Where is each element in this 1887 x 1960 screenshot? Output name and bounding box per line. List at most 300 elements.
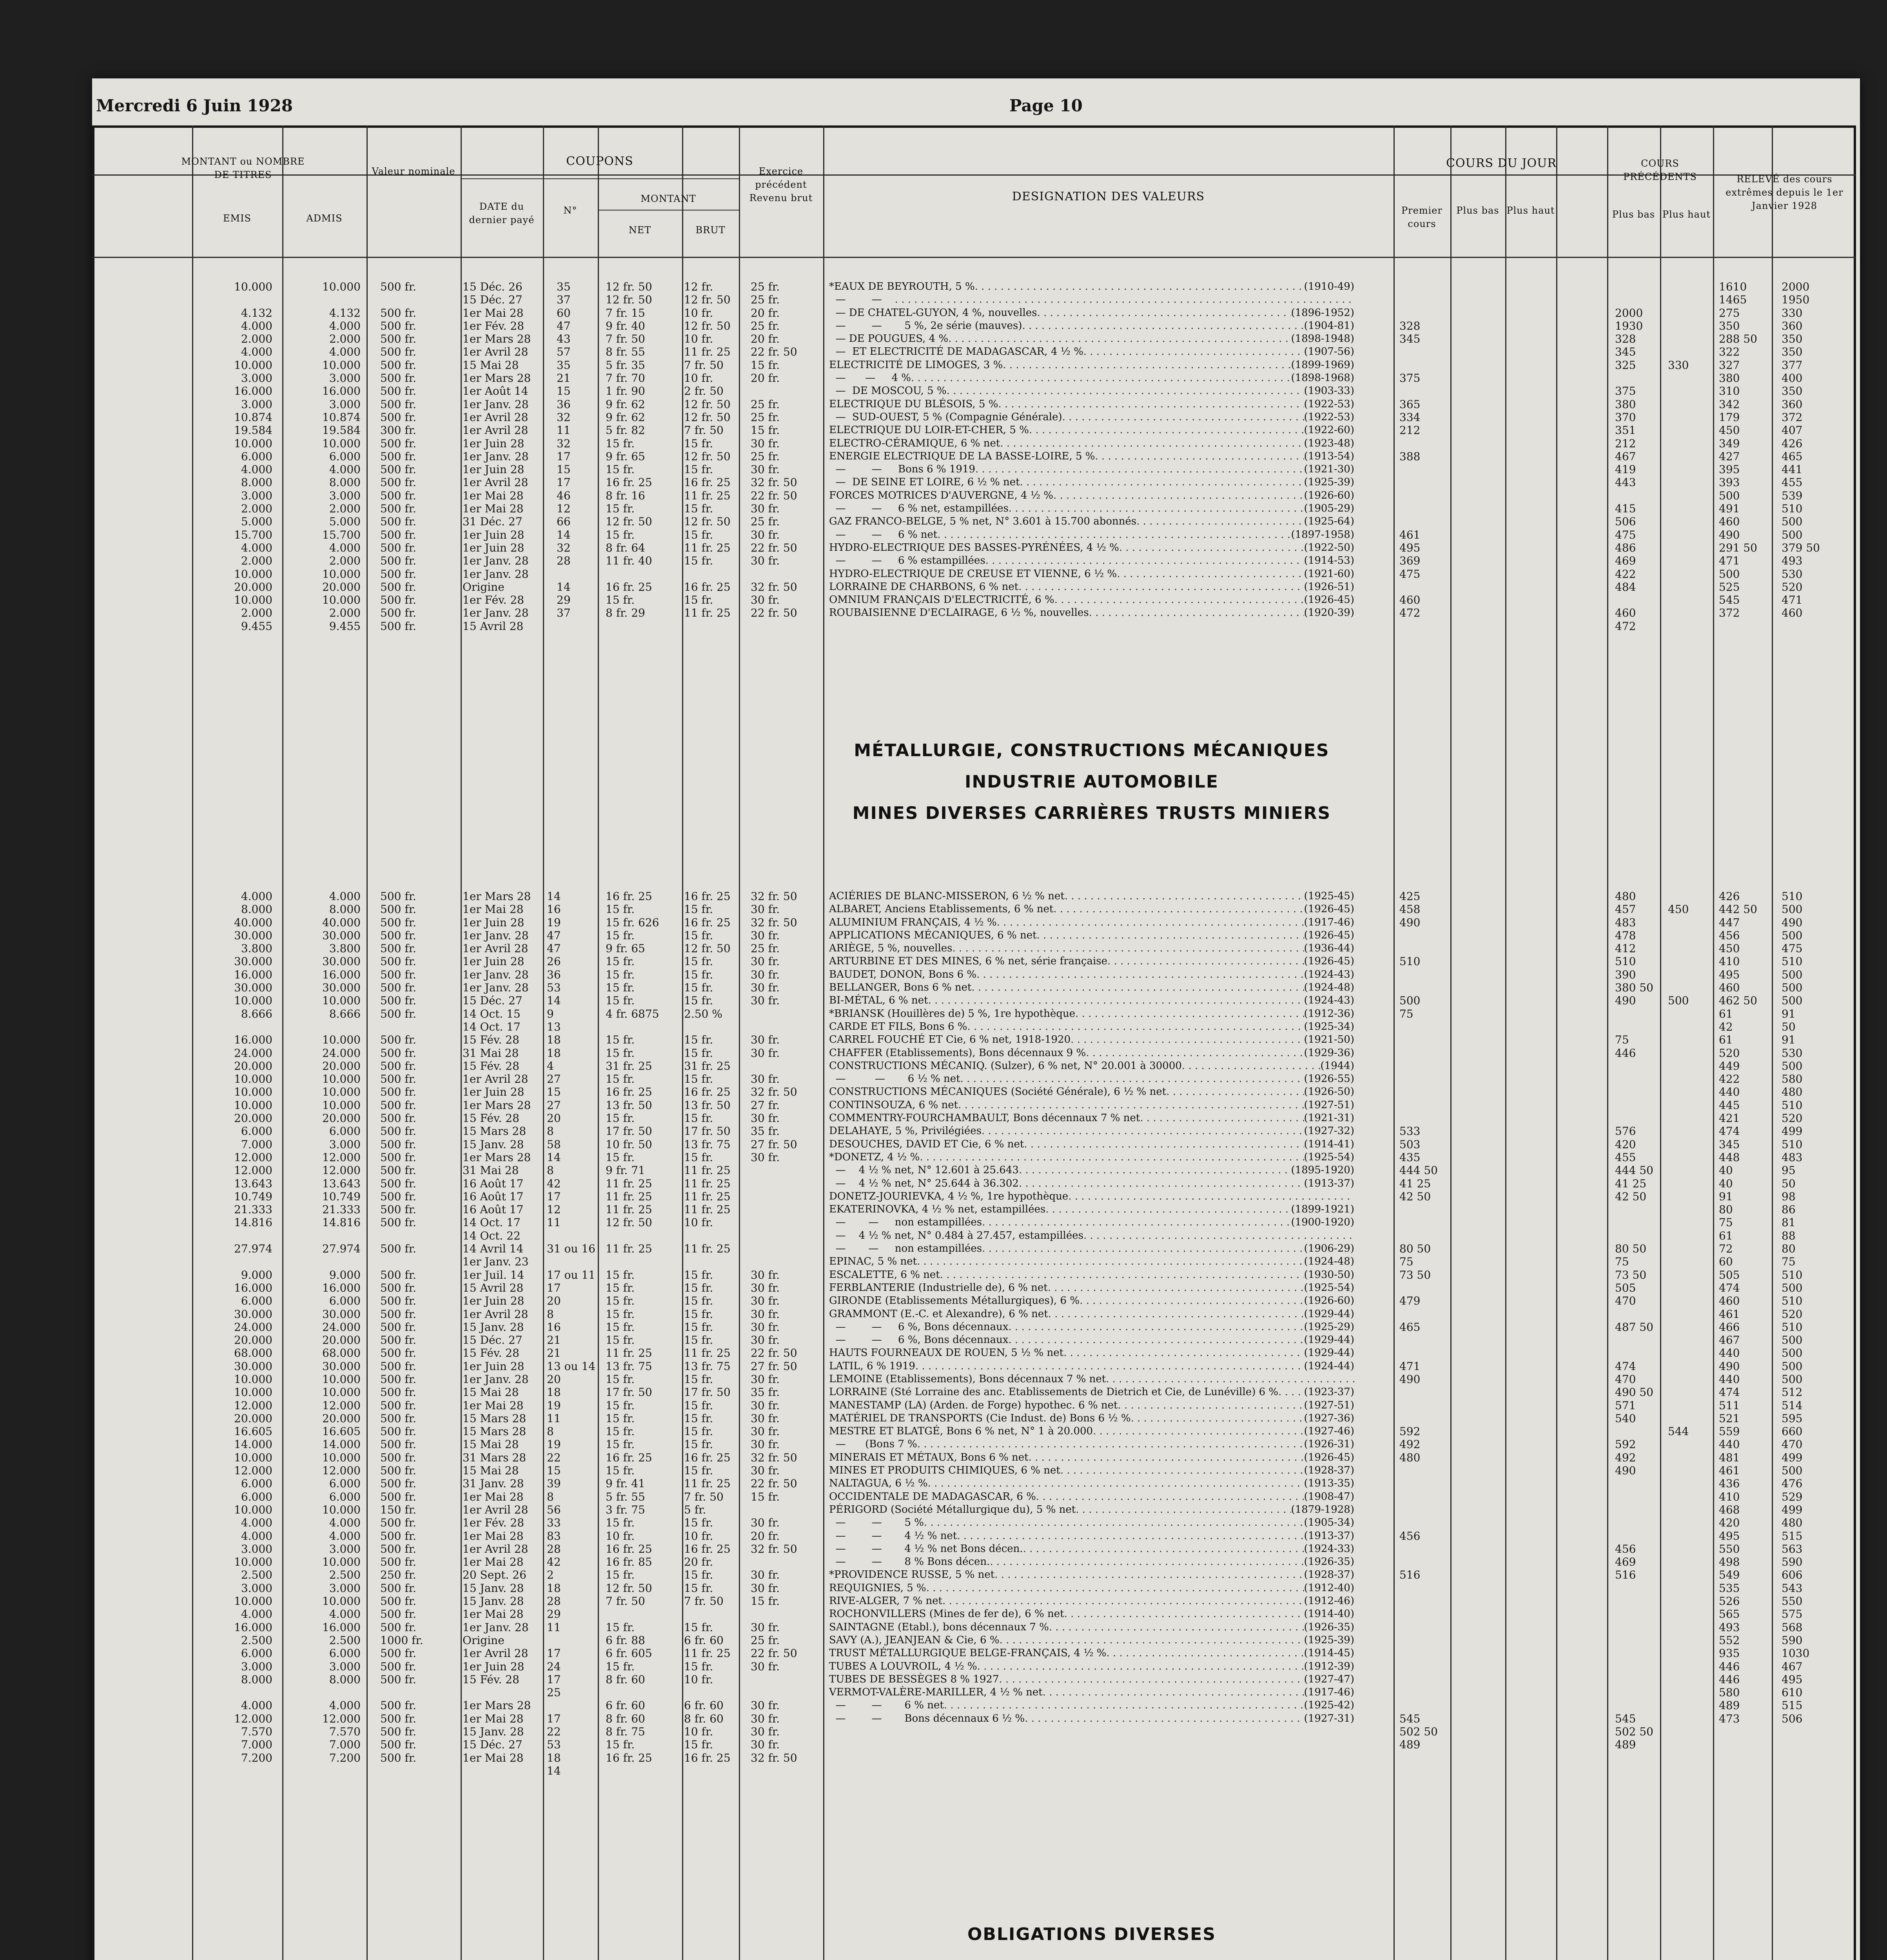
security-years: (1925-42) <box>1304 1699 1354 1711</box>
security-years: (1903-33) <box>1304 385 1354 397</box>
security-name: HYDRO-ELECTRIQUE DES BASSES-PYRÉNÉES, 4 ½ % <box>829 541 1119 554</box>
block2-prec-haut: 450 500 544 <box>1668 903 1689 1438</box>
block1-premier: 328 345 375 365 334 212 388 461 495 369 475 460 472 <box>1399 319 1421 620</box>
security-name: — DE MOSCOU, 5 % <box>829 385 947 397</box>
security-name: RIVE-ALGER, 7 % net <box>829 1595 943 1607</box>
header-cours-precedents: COURS PRÉCÉDENTS <box>1623 158 1697 182</box>
security-years: (1922-50) <box>1304 541 1354 554</box>
leader-dots <box>1075 1007 1304 1020</box>
leader-dots <box>1029 424 1304 437</box>
security-years: (1913-35) <box>1304 1477 1354 1490</box>
security-name: LORRAINE (Sté Lorraine des anc. Etablissements de Dietrich et Cie, de Lunéville) 6 % <box>829 1386 1279 1398</box>
leader-dots <box>1048 1281 1304 1294</box>
security-years: (1912-36) <box>1304 1007 1354 1020</box>
security-years: (1904-81) <box>1304 319 1354 332</box>
header-rule <box>92 174 1856 176</box>
designation-row <box>829 981 1354 994</box>
block1-emis: 10.000 4.132 4.000 2.000 4.000 10.000 3.000 16.000 3.000 10.874 19.584 10.000 6.000 4.000 8.000 3.000 2.000 5.000 15.700 4.000 2.000 10.000 20.000 10.000 2.000 9.455 <box>234 280 272 633</box>
security-name: — — <box>829 294 895 306</box>
security-years: (1928-37) <box>1304 1569 1354 1581</box>
leader-dots <box>947 385 1304 397</box>
leader-dots <box>1019 1177 1304 1190</box>
leader-dots <box>911 372 1291 385</box>
designation-row <box>829 1555 1354 1568</box>
block1-net: 12 fr. 50 12 fr. 50 7 fr. 15 9 fr. 40 7 fr. 50 8 fr. 55 5 fr. 35 7 fr. 70 1 fr. 90 9 fr. 62 9 fr. 62 5 fr. 82 15 fr. 9 fr. 65 15 fr. 16 fr. 25 8 fr. 16 15 fr. 12 fr. 50 15 fr. 8 fr. 64 11 fr. 40 16 fr. 25 15 fr. 8 fr. 29 <box>606 280 652 620</box>
designation-row <box>829 955 1354 968</box>
leader-dots <box>1024 1138 1304 1151</box>
designation-row <box>829 1321 1354 1334</box>
security-name: CARREL FOUCHÉ ET Cie, 6 % net, 1918-1920 <box>829 1034 1071 1046</box>
leader-dots <box>1068 1190 1354 1203</box>
col-divider <box>461 125 462 1960</box>
security-years: (1905-34) <box>1304 1517 1354 1529</box>
leader-dots <box>1037 929 1304 942</box>
security-name: MINERAIS ET MÉTAUX, Bons 6 % net <box>829 1451 1029 1463</box>
leader-dots <box>977 1660 1304 1673</box>
security-years: (1925-29) <box>1304 1321 1354 1333</box>
col-divider <box>543 125 544 1960</box>
security-name: ELECTRICITÉ DE LIMOGES, 3 % <box>829 359 1003 371</box>
leader-dots <box>1049 1621 1304 1634</box>
security-name: LATIL, 6 % 1919 <box>829 1360 915 1372</box>
security-name: ARIÈGE, 5 %, nouvelles <box>829 942 953 955</box>
security-name: *BRIANSK (Houillères de) 5 %, 1re hypothèque <box>829 1007 1076 1020</box>
security-name: — (Bons 7 % <box>829 1438 917 1450</box>
leader-dots <box>985 554 1304 567</box>
block1-date: 15 Déc. 26 15 Déc. 27 1er Mai 28 1er Fév. 28 1er Mars 28 1er Avril 28 15 Mai 28 1er Mars 28 1er Août 14 1er Janv. 28 1er Avril 28 1er Avril 28 1er Juin 28 1er Janv. 28 1er Juin 28 1er Avril 28 1er Mai 28 1er Mai 28 31 Déc. 27 1er Juin 28 1er Juin 28 1er Janv. 28 1er Janv. 28 Origine 1er Fév. 28 1er Janv. 28 15 Avril 28 <box>463 280 531 633</box>
designation-row <box>829 1686 1354 1699</box>
designation-row <box>829 994 1354 1007</box>
leader-dots <box>942 1595 1304 1608</box>
security-years: (1922-60) <box>1304 424 1354 436</box>
security-name: OCCIDENTALE DE MADAGASCAR, 6 % <box>829 1490 1036 1503</box>
security-name: *DONETZ, 4 ½ % <box>829 1151 920 1163</box>
designation-row <box>829 372 1354 385</box>
designation-row <box>829 1530 1354 1543</box>
security-name: — — 6 % net, estampillées <box>829 503 1009 515</box>
block1-valeur: 500 fr. 500 fr. 500 fr. 500 fr. 500 fr. 500 fr. 500 fr. 500 fr. 500 fr. 500 fr. 300 fr. 500 fr. 500 fr. 500 fr. 500 fr. 500 fr. 500 fr. 500 fr. 500 fr. 500 fr. 500 fr. 500 fr. 500 fr. 500 fr. 500 fr. 500 fr. <box>380 280 416 633</box>
security-name: ELECTRIQUE DU LOIR-ET-CHER, 5 % <box>829 424 1029 436</box>
security-years: (1944) <box>1320 1060 1354 1072</box>
security-name: LEMOINE (Etablissements), Bons décennaux 7 % net <box>829 1373 1106 1385</box>
block2-admis: 4.000 8.000 40.000 30.000 3.800 30.000 16.000 30.000 10.000 8.666 10.000 24.000 20.000 10.000 10.000 10.000 20.000 6.000 3.000 12.000 12.000 13.643 10.749 21.333 14.816 27.974 9.000 16.000 6.000 30.000 24.000 20.000 68.000 30.000 10.000 10.000 12.000 20.000 16.605 14.000 10.000 12.000 6.000 6.000 10.000 4.000 4.000 3.000 10.000 2.500 3.000 10.000 4.000 16.000 2.500 6.000 3.000 8.000 4.000 12.000 7.570 7.000 7.200 <box>322 890 361 1764</box>
security-years: (1925-64) <box>1304 515 1354 528</box>
header-plus-bas: Plus bas <box>1456 205 1499 216</box>
security-years: (1924-43) <box>1304 968 1354 980</box>
leader-dots <box>958 1099 1304 1112</box>
leader-dots <box>1009 1334 1304 1347</box>
issue-date: Mercredi 6 Juin 1928 <box>96 96 293 115</box>
leader-dots <box>940 1269 1304 1281</box>
leader-dots <box>999 1673 1304 1686</box>
leader-dots <box>998 398 1304 411</box>
leader-dots <box>1089 606 1304 619</box>
security-years: (1905-29) <box>1304 503 1354 515</box>
header-designation: DESIGNATION DES VALEURS <box>1012 190 1205 203</box>
designation-row <box>829 903 1354 916</box>
designation-row <box>829 1203 1354 1216</box>
security-name: — — 4 % <box>829 372 911 384</box>
leader-dots <box>1107 955 1304 968</box>
security-years: (1926-55) <box>1304 1073 1354 1085</box>
security-years: (1925-39) <box>1304 1634 1354 1646</box>
leader-dots <box>982 1242 1304 1255</box>
security-years: (1921-50) <box>1304 1034 1354 1046</box>
header-emis: EMIS <box>223 213 251 224</box>
security-name: — — 4 ½ % net Bons décen. <box>829 1543 1023 1555</box>
security-name: ALUMINIUM FRANÇAIS, 4 ½ % <box>829 916 997 928</box>
leader-dots <box>997 916 1304 929</box>
block1-no: 35 37 60 47 43 57 35 21 15 36 32 11 32 17 15 17 46 12 66 14 32 28 14 29 37 <box>557 280 571 620</box>
designation-row <box>829 489 1354 502</box>
security-years: (1926-60) <box>1304 489 1354 501</box>
designation-row <box>829 1490 1354 1503</box>
security-years: (1926-31) <box>1304 1438 1354 1450</box>
leader-dots <box>1093 1425 1304 1438</box>
leader-dots <box>944 1699 1304 1712</box>
designation-row <box>829 1085 1354 1098</box>
security-name: SAINTAGNE (Etabl.), bons décennaux 7 % <box>829 1621 1049 1633</box>
col-divider <box>1393 125 1395 1960</box>
security-years: (1929-44) <box>1304 1334 1354 1346</box>
leader-dots <box>928 1477 1304 1490</box>
security-name: MINES ET PRODUITS CHIMIQUES, 6 % net <box>829 1465 1060 1477</box>
col-divider <box>1556 125 1557 1960</box>
leader-dots <box>1083 1229 1354 1242</box>
security-name: GRAMMONT (E.-C. et Alexandre), 6 % net <box>829 1308 1048 1320</box>
header-rule <box>461 178 739 179</box>
leader-dots <box>1131 1412 1304 1425</box>
leader-dots <box>1107 1647 1304 1660</box>
designation-row <box>829 1595 1354 1608</box>
security-years: (1906-29) <box>1304 1243 1354 1255</box>
leader-dots <box>982 1125 1304 1138</box>
designation-row <box>829 280 1354 293</box>
security-name: FERBLANTERIE (Industrielle de), 6 % net <box>829 1281 1048 1294</box>
designation-row <box>829 968 1354 981</box>
security-years: (1926-45) <box>1304 594 1354 606</box>
designation-row <box>829 1281 1354 1294</box>
leader-dots <box>1136 515 1304 528</box>
leader-dots <box>1019 1164 1291 1177</box>
leader-dots <box>994 1568 1304 1581</box>
designation-row <box>829 293 1354 306</box>
security-years: (1925-34) <box>1304 1020 1354 1033</box>
block2-date: 1er Mars 28 1er Mai 28 1er Juin 28 1er Janv. 28 1er Avril 28 1er Juin 28 1er Janv. 28 1er Janv. 28 15 Déc. 27 14 Oct. 15 14 Oct. 17 15 Fév. 28 31 Mai 28 15 Fév. 28 1er Avril 28 1er Juin 28 1er Mars 28 15 Fév. 28 15 Mars 28 15 Janv. 28 1er Mars 28 31 Mai 28 16 Août 17 16 Août 17 16 Août 17 14 Oct. 17 14 Oct. 22 14 Avril 14 1er Janv. 23 1er Juil. 14 15 Avril 28 1er Juin 28 1er Avril 28 15 Janv. 28 15 Déc. 27 15 Fév. 28 1er Juin 28 1er Janv. 28 15 Mai 28 1er Mai 28 15 Mars 28 15 Mars 28 15 Mai 28 31 Mars 28 15 Mai 28 31 Janv. 28 1er Mai 28 1er Avril 28 1er Fév. 28 1er Mai 28 1er Avril 28 1er Mai 28 20 Sept. 26 15 Janv. 28 15 Janv. 28 1er Mai 28 1er Janv. 28 Origine 1er Avril 28 1er Juin 28 15 Fév. 28 1er Mars 28 1er Mai 28 15 Janv. 28 15 Déc. 27 1er Mai 28 <box>463 890 531 1764</box>
block1-prec-bas: 2000 1930 328 345 325 375 380 370 351 212 467 419 443 415 506 475 486 469 422 484 460 472 <box>1615 306 1643 633</box>
security-name: BI-MÉTAL, 6 % net <box>829 995 928 1007</box>
col-divider <box>192 125 193 1960</box>
leader-dots <box>1117 568 1304 581</box>
security-name: ROCHONVILLERS (Mines de fer de), 6 % net <box>829 1608 1064 1620</box>
security-name: MESTRE ET BLATGÉ, Bons 6 % net, N° 1 à 20.000 <box>829 1425 1093 1437</box>
leader-dots <box>1064 1608 1304 1621</box>
leader-dots <box>924 1516 1304 1529</box>
security-years: (1925-39) <box>1304 476 1354 488</box>
designation-row <box>829 1503 1354 1516</box>
security-name: BAUDET, DONON, Bons 6 % <box>829 968 977 980</box>
leader-dots <box>967 1020 1304 1033</box>
designation-row <box>829 1138 1354 1151</box>
designation-row <box>829 515 1354 528</box>
designation-row <box>829 476 1354 489</box>
leader-dots <box>1071 1033 1304 1046</box>
security-years: (1913-54) <box>1304 450 1354 462</box>
block1-brut: 12 fr. 12 fr. 50 10 fr. 12 fr. 50 10 fr. 11 fr. 25 7 fr. 50 10 fr. 2 fr. 50 12 fr. 50 12 fr. 50 7 fr. 50 15 fr. 12 fr. 50 15 fr. 16 fr. 25 11 fr. 25 15 fr. 12 fr. 50 15 fr. 11 fr. 25 15 fr. 16 fr. 25 15 fr. 11 fr. 25 <box>684 280 731 620</box>
security-years: (1926-35) <box>1304 1556 1354 1568</box>
security-years: (1923-48) <box>1304 437 1354 449</box>
leader-dots <box>960 1073 1304 1085</box>
security-years: (1924-48) <box>1304 1256 1354 1268</box>
security-years: (1912-46) <box>1304 1595 1354 1607</box>
leader-dots <box>1023 1543 1304 1555</box>
block2-net: 16 fr. 25 15 fr. 15 fr. 626 15 fr. 9 fr. 65 15 fr. 15 fr. 15 fr. 15 fr. 4 fr. 6875 15 fr. 15 fr. 31 fr. 25 15 fr. 16 fr. 25 13 fr. 50 15 fr. 17 fr. 50 10 fr. 50 15 fr. 9 fr. 71 11 fr. 25 11 fr. 25 11 fr. 25 12 fr. 50 11 fr. 25 15 fr. 15 fr. 15 fr. 15 fr. 15 fr. 15 fr. 11 fr. 25 13 fr. 75 15 fr. 17 fr. 50 15 fr. 15 fr. 15 fr. 15 fr. 16 fr. 25 15 fr. 9 fr. 41 5 fr. 55 3 fr. 75 15 fr. 10 fr. 16 fr. 25 16 fr. 85 15 fr. 12 fr. 50 7 fr. 50 15 fr. 6 fr. 88 6 fr. 605 15 fr. 8 fr. 60 6 fr. 60 8 fr. 60 8 fr. 75 15 fr. 16 fr. 25 <box>606 890 659 1764</box>
designation-row <box>829 1269 1354 1281</box>
designation-row <box>829 502 1354 515</box>
security-years: (1898-1948) <box>1291 333 1354 345</box>
header-rule <box>598 210 739 211</box>
security-years: (1897-1958) <box>1291 528 1354 541</box>
leader-dots <box>1053 489 1304 502</box>
security-name: — DE SEINE ET LOIRE, 6 ½ % net <box>829 476 1020 488</box>
leader-dots <box>915 1360 1304 1373</box>
header-admis: ADMIS <box>306 213 343 224</box>
security-years: (1927-46) <box>1304 1425 1354 1437</box>
security-years: (1895-1920) <box>1291 1164 1354 1176</box>
section-automobile: INDUSTRIE AUTOMOBILE <box>965 772 1219 792</box>
security-name: ACIÉRIES DE BLANC-MISSERON, 6 ½ % net <box>829 890 1065 902</box>
block1-prec-haut: 330 <box>1668 358 1689 372</box>
security-years: (1926-45) <box>1304 903 1354 915</box>
security-years: (1914-41) <box>1304 1138 1354 1150</box>
leader-dots <box>1095 450 1304 463</box>
leader-dots <box>1009 1321 1304 1334</box>
leader-dots <box>1029 1451 1304 1464</box>
leader-dots <box>1182 1060 1321 1073</box>
security-name: — — non estampillées <box>829 1216 982 1229</box>
security-years: (1926-45) <box>1304 1451 1354 1463</box>
designation-row <box>829 1464 1354 1477</box>
security-years: (1912-40) <box>1304 1582 1354 1594</box>
col-divider <box>682 125 683 1960</box>
designation-row <box>829 1060 1354 1073</box>
security-years: (1879-1928) <box>1291 1503 1354 1515</box>
designation-row <box>829 424 1354 437</box>
security-years: (1925-45) <box>1304 890 1354 902</box>
leader-dots <box>1080 1294 1304 1307</box>
leader-dots <box>1119 541 1304 554</box>
block2-prec-bas: 480 457 483 478 412 510 390 380 50 490 75 446 576 420 455 444 50 41 25 42 50 80 50 75 73 50 505 470 487 50 474 470 490 50 571 540 592 492 490 456 469 516 545 502 50 489 <box>1615 890 1653 1751</box>
security-name: EKATERINOVKA, 4 ½ % net, estampillées <box>829 1203 1046 1216</box>
leader-dots <box>1036 1490 1304 1503</box>
designation-row <box>829 1190 1354 1203</box>
security-years: (1913-37) <box>1304 1530 1354 1542</box>
designation-row <box>829 1660 1354 1673</box>
security-years: (1926-45) <box>1304 955 1354 967</box>
leader-dots <box>1140 1112 1304 1125</box>
leader-dots <box>1106 1373 1354 1386</box>
block1-releve-haut: 2000 1950 330 360 350 350 377 400 350 360 372 407 426 465 441 455 539 510 500 500 379 50 493 530 520 471 460 <box>1782 280 1820 620</box>
security-name: — — Bons 6 % 1919 <box>829 463 976 475</box>
security-name: — — 8 % Bons décen. <box>829 1556 990 1568</box>
designation-row <box>829 1477 1354 1490</box>
designation-row <box>829 1412 1354 1425</box>
security-name: NALTAGUA, 6 ½ % <box>829 1477 928 1490</box>
designation-row <box>829 1582 1354 1595</box>
security-years: (1914-45) <box>1304 1647 1354 1659</box>
security-name: FORCES MOTRICES D'AUVERGNE, 4 ½ % <box>829 489 1053 501</box>
designation-row <box>829 1621 1354 1634</box>
designation-row <box>829 1516 1354 1529</box>
header-brut: BRUT <box>695 225 726 236</box>
leader-dots <box>1083 345 1304 358</box>
security-years: (1927-47) <box>1304 1673 1354 1685</box>
security-years: (1924-43) <box>1304 995 1354 1007</box>
security-years: (1910-49) <box>1304 281 1354 292</box>
header-premier: Premier cours <box>1401 205 1442 229</box>
security-years: (1926-45) <box>1304 929 1354 941</box>
security-name: DONETZ-JOURIEVKA, 4 ½ %, 1re hypothèque <box>829 1190 1069 1202</box>
designation-row <box>829 345 1354 358</box>
security-name: ARTURBINE ET DES MINES, 6 % net, série française <box>829 955 1108 967</box>
col-divider <box>823 125 824 1960</box>
leader-dots <box>1037 307 1291 319</box>
security-name: — — 6 %, Bons décennaux <box>829 1334 1009 1346</box>
page-header <box>92 96 1860 127</box>
block1-exercice: 25 fr. 25 fr. 20 fr. 25 fr. 20 fr. 22 fr. 50 15 fr. 20 fr. 25 fr. 25 fr. 15 fr. 30 fr. 25 fr. 30 fr. 32 fr. 50 22 fr. 50 30 fr. 25 fr. 30 fr. 22 fr. 50 30 fr. 32 fr. 50 30 fr. 22 fr. 50 <box>751 280 797 620</box>
designation-row <box>829 1033 1354 1046</box>
leader-dots <box>917 1255 1304 1268</box>
block2-valeur: 500 fr. 500 fr. 500 fr. 500 fr. 500 fr. 500 fr. 500 fr. 500 fr. 500 fr. 500 fr. 500 fr. 500 fr. 500 fr. 500 fr. 500 fr. 500 fr. 500 fr. 500 fr. 500 fr. 500 fr. 500 fr. 500 fr. 500 fr. 500 fr. 500 fr. 500 fr. 500 fr. 500 fr. 500 fr. 500 fr. 500 fr. 500 fr. 500 fr. 500 fr. 500 fr. 500 fr. 500 fr. 500 fr. 500 fr. 500 fr. 500 fr. 500 fr. 500 fr. 500 fr. 150 fr. 500 fr. 500 fr. 500 fr. 500 fr. 250 fr. 500 fr. 500 fr. 500 fr. 500 fr. 1000 fr. 500 fr. 500 fr. 500 fr. 500 fr. 500 fr. 500 fr. 500 fr. 500 fr. <box>380 890 423 1764</box>
header-no: N° <box>563 205 577 216</box>
security-name: — DE POUGUES, 4 % <box>829 333 949 345</box>
designation-row <box>829 1451 1354 1464</box>
designation-row <box>829 1699 1354 1712</box>
security-name: APPLICATIONS MÉCANIQUES, 6 % net <box>829 929 1037 941</box>
security-name: COMMENTRY-FOURCHAMBAULT, Bons décennaux 7 % net <box>829 1112 1140 1124</box>
security-years: (1913-37) <box>1304 1177 1354 1189</box>
designation-row <box>829 1373 1354 1386</box>
security-name: — — 6 % net <box>829 1699 944 1711</box>
block2-exercice: 32 fr. 50 30 fr. 32 fr. 50 30 fr. 25 fr. 30 fr. 30 fr. 30 fr. 30 fr. 30 fr. 30 fr. 30 fr. 32 fr. 50 27 fr. 30 fr. 35 fr. 27 fr. 50 30 fr. 30 fr. 30 fr. 30 fr. 30 fr. 30 fr. 30 fr. 22 fr. 50 27 fr. 50 30 fr. 35 fr. 30 fr. 30 fr. 30 fr. 30 fr. 32 fr. 50 30 fr. 22 fr. 50 15 fr. 30 fr. 20 fr. 32 fr. 50 30 fr. 30 fr. 15 fr. 30 fr. 25 fr. 22 fr. 50 30 fr. 30 fr. 30 fr. 30 fr. 30 fr. 32 fr. 50 <box>751 890 797 1764</box>
security-name: GIRONDE (Etablissements Métallurgiques), 6 % <box>829 1295 1080 1307</box>
security-years: (1929-44) <box>1304 1347 1354 1359</box>
security-years: (1920-39) <box>1304 607 1354 619</box>
security-years: (1928-37) <box>1304 1465 1354 1477</box>
header-prec-bas: Plus bas <box>1612 209 1655 220</box>
security-name: — SUD-OUEST, 5 % (Compagnie Générale) <box>829 411 1062 423</box>
security-years: (1924-44) <box>1304 1360 1354 1372</box>
designation-row <box>829 1216 1354 1229</box>
security-name: — — 5 %, 2e série (mauves) <box>829 319 1022 332</box>
header-plus-haut: Plus haut <box>1506 205 1555 216</box>
security-years: (1921-30) <box>1304 463 1354 475</box>
security-years: (1927-32) <box>1304 1125 1354 1137</box>
security-name: CONTINSOUZA, 6 % net <box>829 1099 958 1111</box>
header-valeur: Valeur nominale <box>372 166 455 177</box>
security-name: *EAUX DE BEYROUTH, 5 % <box>829 281 975 292</box>
security-name: — DE CHATEL-GUYON, 4 %, nouvelles <box>829 307 1037 319</box>
security-name: MATÉRIEL DE TRANSPORTS (Cie Indust. de) Bons 6 ½ % <box>829 1412 1131 1424</box>
designation-row <box>829 307 1354 319</box>
header-date: DATE du dernier payé <box>469 201 535 225</box>
designation-row <box>829 1125 1354 1138</box>
security-years: (1926-60) <box>1304 1295 1354 1307</box>
designation-row <box>829 1386 1354 1399</box>
security-years: (1914-40) <box>1304 1608 1354 1620</box>
security-name: GAZ FRANCO-BELGE, 5 % net, N° 3.601 à 15.700 abonnés <box>829 515 1137 528</box>
security-years: (1925-54) <box>1304 1151 1354 1163</box>
designation-row <box>829 1229 1354 1242</box>
security-years: (1924-33) <box>1304 1543 1354 1555</box>
designation-row <box>829 593 1354 606</box>
security-name: CHAFFER (Etablissements), Bons décennaux 9 % <box>829 1047 1086 1059</box>
security-name: — — 4 ½ % net <box>829 1530 957 1542</box>
designation-row <box>829 1294 1354 1307</box>
header-rule <box>92 257 1856 258</box>
security-years: (1921-60) <box>1304 568 1354 580</box>
header-coupons: COUPONS <box>566 154 633 168</box>
security-years: (1912-39) <box>1304 1660 1354 1672</box>
section-obligations: OBLIGATIONS DIVERSES <box>967 1924 1216 1944</box>
designation-row <box>829 1308 1354 1321</box>
designation-row <box>829 1399 1354 1412</box>
security-years: (1899-1921) <box>1291 1203 1354 1216</box>
designation-row <box>829 463 1354 476</box>
block1-releve-bas: 1610 1465 275 350 288 50 322 327 380 310 342 179 450 349 427 395 393 500 491 460 490 291 50 471 500 525 545 372 <box>1719 280 1757 620</box>
designation-row <box>829 1673 1354 1686</box>
security-name: OMNIUM FRANÇAIS D'ELECTRICITÉ, 6 % <box>829 594 1054 606</box>
designation-row <box>829 1112 1354 1125</box>
security-name: TUBES A LOUVROIL, 4 ½ % <box>829 1660 977 1672</box>
security-years: (1929-44) <box>1304 1308 1354 1320</box>
security-name: CONSTRUCTIONS MÉCANIQ. (Sulzer), 6 % net, N° 20.001 à 30000 <box>829 1060 1182 1072</box>
leader-dots <box>926 1582 1304 1595</box>
designation-row <box>829 411 1354 424</box>
designation-row <box>829 1099 1354 1112</box>
leader-dots <box>1086 1047 1304 1060</box>
header-cours-jour: COURS DU JOUR <box>1446 156 1557 170</box>
col-divider <box>282 125 283 1960</box>
col-divider <box>598 125 599 1960</box>
leader-dots <box>1022 319 1304 332</box>
leader-dots <box>1048 1308 1304 1321</box>
col-divider <box>1505 125 1506 1960</box>
designation-row <box>829 929 1354 942</box>
designation-row <box>829 528 1354 541</box>
col-divider <box>739 125 740 1960</box>
security-years: (1922-53) <box>1304 398 1354 410</box>
security-name: LORRAINE DE CHARBONS, 6 % net <box>829 581 1019 593</box>
security-years: (1917-46) <box>1304 916 1354 928</box>
designation-row <box>829 1151 1354 1164</box>
security-years: (1926-35) <box>1304 1621 1354 1633</box>
header-exercice: Exercice précédent Revenu brut <box>749 166 813 203</box>
leader-dots <box>1053 903 1304 916</box>
designation-row <box>829 916 1354 929</box>
designation-row <box>829 1255 1354 1268</box>
security-years: (1925-54) <box>1304 1281 1354 1294</box>
header-montant: MONTANT ou NOMBRE DE TITRES <box>181 156 305 180</box>
leader-dots <box>1118 1399 1304 1412</box>
leader-dots <box>982 1216 1291 1229</box>
security-years: (1896-1952) <box>1291 307 1354 319</box>
block2-emis: 4.000 8.000 40.000 30.000 3.800 30.000 16.000 30.000 10.000 8.666 16.000 24.000 20.000 10.000 10.000 10.000 20.000 6.000 7.000 12.000 12.000 13.643 10.749 21.333 14.816 27.974 9.000 16.000 6.000 30.000 24.000 20.000 68.000 30.000 10.000 10.000 12.000 20.000 16.605 14.000 10.000 12.000 6.000 6.000 10.000 4.000 4.000 3.000 10.000 2.500 3.000 10.000 4.000 16.000 2.500 6.000 3.000 8.000 4.000 12.000 7.570 7.000 7.200 <box>234 890 272 1764</box>
security-years: (1899-1969) <box>1291 359 1354 371</box>
leader-dots <box>1065 890 1304 903</box>
designation-row <box>829 568 1354 581</box>
block2-designations <box>829 890 1354 1725</box>
